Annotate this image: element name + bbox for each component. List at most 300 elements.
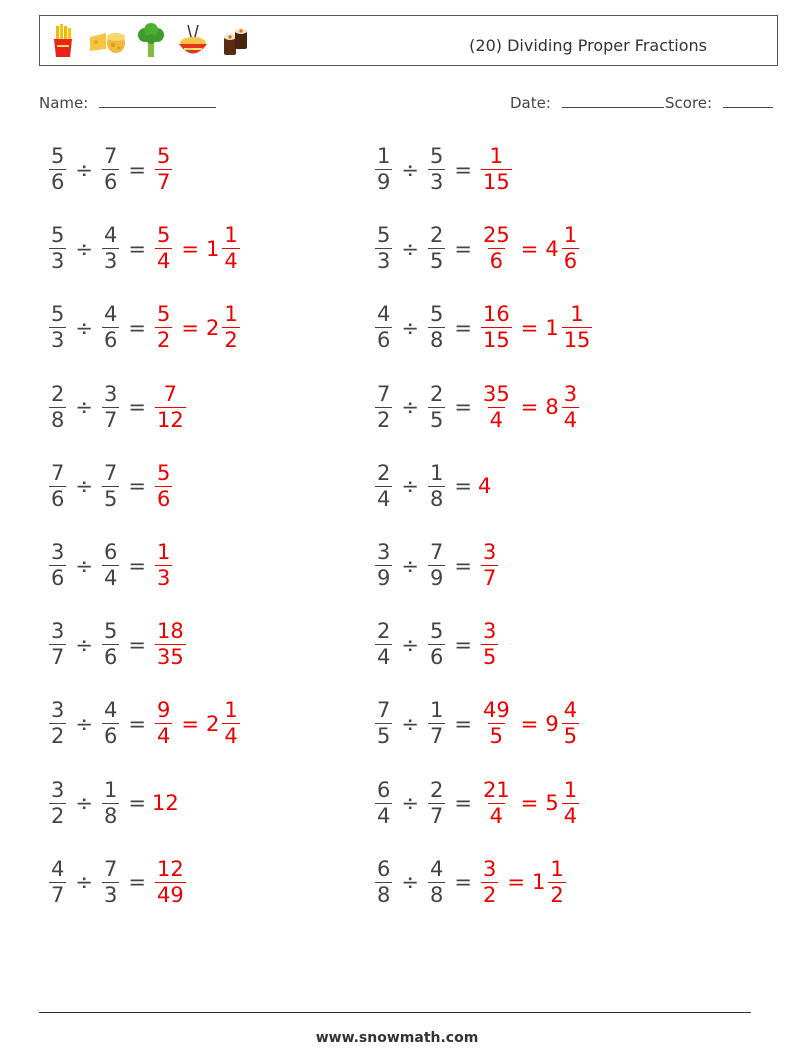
problem-item [46, 146, 175, 193]
divisor-fraction-denominator: 5 [103, 486, 118, 511]
divisor-fraction-denominator: 7 [429, 803, 444, 828]
divisor-fraction [428, 700, 445, 747]
mixed-fraction-part [562, 225, 579, 272]
answer [152, 381, 189, 432]
answer [478, 381, 582, 432]
divisor-fraction [428, 542, 445, 589]
dividend-fraction-denominator: 3 [51, 249, 65, 274]
divisor-fraction-numerator: 2 [429, 777, 444, 802]
dividend-fraction-numerator: 2 [377, 460, 391, 485]
date-field [510, 93, 664, 112]
dividend-fraction-denominator: 9 [377, 566, 391, 590]
answer-equals-sign: = [181, 315, 199, 340]
dividend-fraction [49, 777, 66, 828]
divisor-fraction-denominator: 8 [429, 328, 444, 353]
dividend-fraction [375, 146, 392, 193]
mixed-fraction-part [562, 777, 579, 828]
divisor-fraction-numerator: 1 [103, 777, 118, 802]
dividend-fraction-numerator: 3 [51, 540, 65, 564]
answer-fraction-numerator: 16 [482, 302, 510, 327]
answer-fraction-denominator: 5 [482, 645, 497, 670]
divisor-fraction [102, 777, 119, 828]
equals-sign: = [454, 474, 472, 499]
divide-sign: ÷ [75, 395, 93, 420]
noodle-bowl-icon [176, 23, 210, 59]
dividend-fraction-denominator: 6 [377, 328, 391, 353]
divisor-fraction-numerator: 5 [103, 619, 118, 644]
divide-sign: ÷ [401, 553, 419, 578]
answer-fraction-denominator: 15 [482, 170, 510, 194]
answer-fraction-numerator: 3 [482, 540, 497, 564]
divisor-fraction-denominator: 7 [429, 724, 444, 749]
dividend-fraction-numerator: 6 [377, 856, 391, 881]
divisor-fraction-numerator: 7 [429, 540, 444, 564]
mixed-fraction-part [548, 856, 565, 907]
problem-item [372, 700, 582, 747]
answer-fraction-numerator: 5 [156, 144, 171, 168]
cheese-icon [88, 23, 126, 59]
divide-sign: ÷ [401, 474, 419, 499]
divide-sign: ÷ [75, 553, 93, 578]
dividend-fraction-numerator: 3 [51, 698, 65, 723]
answer-whole-number: 12 [151, 791, 179, 816]
answer-fraction-denominator: 15 [482, 328, 510, 353]
answer [152, 460, 175, 511]
answer-fraction-denominator: 4 [489, 407, 504, 432]
answer-equals-sign: = [520, 395, 539, 420]
broccoli-icon [136, 23, 166, 59]
mixed-fraction-part [562, 700, 579, 747]
dividend-fraction-denominator: 4 [377, 803, 391, 828]
dividend-fraction-numerator: 7 [377, 698, 391, 723]
problem-item [46, 381, 189, 432]
divisor-fraction [428, 621, 445, 668]
dividend-fraction-denominator: 6 [51, 486, 65, 511]
equals-sign: = [128, 236, 146, 261]
divide-sign: ÷ [401, 632, 419, 657]
equals-sign: = [454, 236, 472, 261]
divisor-fraction [428, 777, 445, 828]
worksheet-header [39, 15, 778, 66]
dividend-fraction [49, 621, 66, 668]
dividend-fraction-denominator: 4 [377, 645, 391, 670]
mixed-whole-part: 1 [205, 236, 220, 261]
equals-sign: = [454, 157, 472, 182]
mixed-whole-part: 2 [205, 711, 220, 736]
dividend-fraction [375, 700, 392, 747]
divisor-fraction [102, 700, 119, 747]
answer-fraction-numerator: 3 [482, 856, 497, 881]
equals-sign: = [128, 632, 146, 657]
answer-fraction [155, 621, 186, 668]
divisor-fraction-denominator: 8 [103, 803, 118, 828]
answer-fraction-numerator: 3 [482, 619, 497, 644]
date-label: Date: [510, 94, 551, 112]
equals-sign: = [454, 870, 472, 895]
equals-sign: = [128, 553, 146, 578]
answer-fraction-numerator: 25 [482, 223, 510, 248]
dividend-fraction-denominator: 2 [377, 407, 391, 432]
answer-fraction [481, 146, 512, 193]
dividend-fraction-numerator: 7 [51, 460, 65, 485]
answer-fraction-numerator: 18 [156, 619, 184, 644]
dividend-fraction [49, 304, 66, 351]
answer [152, 225, 243, 272]
divide-sign: ÷ [401, 315, 419, 340]
problem-item [372, 381, 582, 432]
sushi-roll-icon [220, 23, 252, 59]
dividend-fraction-numerator: 3 [51, 777, 65, 802]
answer-fraction-numerator: 5 [156, 223, 171, 248]
answer-fraction-denominator: 12 [156, 407, 184, 432]
answer-fraction-denominator: 2 [482, 882, 497, 907]
divide-sign: ÷ [75, 315, 93, 340]
divisor-fraction [428, 856, 445, 907]
dividend-fraction-denominator: 7 [51, 645, 65, 670]
answer-fraction-numerator: 49 [482, 698, 510, 723]
answer-equals-sign: = [520, 791, 539, 816]
score-label: Score: [665, 94, 713, 112]
divisor-fraction-numerator: 4 [103, 698, 118, 723]
answer-fraction-denominator: 6 [156, 486, 171, 511]
divisor-fraction-numerator: 4 [103, 302, 118, 327]
mixed-whole-part: 4 [545, 236, 559, 261]
answer [478, 542, 501, 589]
divide-sign: ÷ [75, 870, 93, 895]
problem-item [372, 146, 515, 193]
answer [152, 304, 243, 351]
dividend-fraction-numerator: 5 [51, 223, 65, 248]
mixed-denominator: 5 [563, 724, 578, 749]
dividend-fraction-numerator: 2 [377, 619, 391, 644]
answer-equals-sign: = [520, 711, 539, 736]
equals-sign: = [454, 791, 472, 816]
dividend-fraction-denominator: 6 [51, 566, 65, 590]
answer-fraction-numerator: 1 [489, 144, 504, 168]
mixed-denominator: 4 [224, 249, 238, 274]
divisor-fraction [102, 304, 119, 351]
mixed-whole-part: 8 [545, 395, 559, 420]
dividend-fraction-denominator: 3 [377, 249, 391, 274]
mixed-fraction-part [222, 225, 239, 272]
divisor-fraction-numerator: 2 [429, 381, 444, 406]
dividend-fraction-numerator: 5 [51, 302, 65, 327]
dividend-fraction [49, 225, 66, 272]
answer-fraction [155, 856, 186, 907]
dividend-fraction-denominator: 3 [51, 328, 65, 353]
divide-sign: ÷ [401, 236, 419, 261]
answer-fraction-denominator: 2 [156, 328, 171, 353]
mixed-whole-part: 9 [545, 711, 559, 736]
answer-fraction-numerator: 5 [156, 460, 171, 485]
divisor-fraction [428, 146, 445, 193]
problem-item [46, 621, 189, 668]
equals-sign: = [454, 395, 472, 420]
answer-fraction-denominator: 3 [156, 566, 171, 590]
divisor-fraction-denominator: 6 [103, 170, 118, 194]
divisor-fraction [428, 225, 445, 272]
answer [478, 856, 569, 907]
divide-sign: ÷ [75, 157, 93, 182]
mixed-denominator: 15 [563, 328, 591, 353]
answer-fraction [481, 856, 498, 907]
answer-fraction-numerator: 35 [482, 381, 510, 406]
worksheet-title: (20) Dividing Proper Fractions [469, 36, 707, 55]
footer-site: www.snowmath.com [315, 1030, 479, 1046]
divisor-fraction-denominator: 3 [429, 170, 444, 194]
answer-fraction [481, 225, 512, 272]
answer-fraction-numerator: 12 [156, 856, 184, 881]
mixed-numerator: 4 [563, 698, 578, 723]
answer-fraction [481, 777, 512, 828]
equals-sign: = [454, 315, 472, 340]
mixed-numerator: 1 [224, 223, 238, 248]
divisor-fraction-numerator: 5 [429, 302, 444, 327]
divisor-fraction [102, 225, 119, 272]
answer-fraction-numerator: 7 [163, 381, 178, 406]
score-field [665, 93, 773, 112]
equals-sign: = [454, 553, 472, 578]
dividend-fraction [49, 146, 66, 193]
divisor-fraction-denominator: 3 [103, 882, 118, 907]
mixed-numerator: 1 [224, 302, 238, 327]
equals-sign: = [454, 632, 472, 657]
mixed-fraction-part [222, 700, 239, 747]
mixed-numerator: 3 [563, 381, 578, 406]
equals-sign: = [128, 157, 146, 182]
dividend-fraction-numerator: 6 [377, 777, 391, 802]
problem-item [46, 460, 175, 511]
mixed-numerator: 1 [563, 223, 578, 248]
answer [152, 542, 175, 589]
header-icons [48, 21, 252, 61]
divisor-fraction-denominator: 9 [429, 566, 444, 590]
fries-icon [48, 23, 78, 59]
answer-equals-sign: = [520, 315, 539, 340]
divisor-fraction [102, 542, 119, 589]
answer [152, 146, 175, 193]
dividend-fraction-denominator: 6 [51, 170, 65, 194]
answer-fraction [481, 542, 498, 589]
dividend-fraction [49, 460, 66, 511]
dividend-fraction [49, 381, 66, 432]
problem-item [372, 304, 595, 351]
answer-fraction [481, 381, 512, 432]
divide-sign: ÷ [401, 157, 419, 182]
problem-item [372, 460, 492, 511]
dividend-fraction [375, 225, 392, 272]
answer-fraction-numerator: 5 [156, 302, 171, 327]
equals-sign: = [454, 711, 472, 736]
problem-item [372, 856, 569, 907]
dividend-fraction [375, 777, 392, 828]
problem-item [372, 542, 501, 589]
answer-fraction-numerator: 21 [482, 777, 510, 802]
answer-fraction [155, 146, 172, 193]
answer-equals-sign: = [181, 236, 199, 261]
divisor-fraction-numerator: 1 [429, 460, 444, 485]
divisor-fraction-numerator: 1 [429, 698, 444, 723]
equals-sign: = [128, 395, 146, 420]
answer-equals-sign: = [507, 870, 525, 895]
problem-item [372, 777, 582, 828]
mixed-whole-part: 2 [205, 315, 220, 340]
divide-sign: ÷ [75, 632, 93, 657]
mixed-fraction-part [222, 304, 239, 351]
divisor-fraction-numerator: 6 [103, 540, 118, 564]
mixed-denominator: 4 [224, 724, 238, 749]
problem-item [372, 621, 501, 668]
divisor-fraction [102, 621, 119, 668]
equals-sign: = [128, 711, 146, 736]
divisor-fraction-numerator: 7 [103, 460, 118, 485]
divide-sign: ÷ [401, 791, 419, 816]
problem-item [46, 542, 175, 589]
divisor-fraction-denominator: 3 [103, 249, 118, 274]
mixed-denominator: 2 [224, 328, 238, 353]
dividend-fraction [49, 856, 66, 907]
dividend-fraction [375, 856, 392, 907]
problem-item [46, 856, 189, 907]
answer-fraction-denominator: 49 [156, 882, 184, 907]
problem-item [46, 700, 243, 747]
mixed-fraction-part [562, 304, 593, 351]
name-label: Name: [39, 94, 89, 112]
answer-fraction [481, 621, 498, 668]
dividend-fraction [375, 542, 392, 589]
answer-fraction-denominator: 4 [156, 724, 171, 749]
dividend-fraction [375, 381, 392, 432]
answer-fraction-numerator: 9 [156, 698, 171, 723]
answer-fraction-denominator: 7 [482, 566, 497, 590]
answer-fraction [155, 542, 172, 589]
equals-sign: = [128, 870, 146, 895]
dividend-fraction-numerator: 5 [51, 144, 65, 168]
divisor-fraction-numerator: 5 [429, 619, 444, 644]
answer-fraction [481, 304, 512, 351]
divisor-fraction-denominator: 4 [103, 566, 118, 590]
answer [478, 474, 491, 498]
divisor-fraction-denominator: 5 [429, 407, 444, 432]
divide-sign: ÷ [75, 711, 93, 736]
answer-fraction-denominator: 7 [156, 170, 171, 194]
dividend-fraction [375, 304, 392, 351]
answer [478, 777, 582, 828]
equals-sign: = [128, 791, 146, 816]
divisor-fraction [428, 460, 445, 511]
answer [478, 700, 582, 747]
divisor-fraction-denominator: 8 [429, 882, 444, 907]
score-blank [723, 93, 773, 108]
dividend-fraction-denominator: 8 [51, 407, 65, 432]
footer-divider [39, 1012, 751, 1013]
answer [478, 146, 515, 193]
dividend-fraction-numerator: 3 [377, 540, 391, 564]
divisor-fraction-denominator: 6 [103, 645, 118, 670]
divisor-fraction-denominator: 7 [103, 407, 118, 432]
answer [152, 700, 243, 747]
dividend-fraction-numerator: 2 [51, 381, 65, 406]
answer [152, 621, 189, 668]
answer [478, 225, 582, 272]
dividend-fraction-denominator: 2 [51, 724, 65, 749]
problem-item [46, 777, 179, 828]
divide-sign: ÷ [401, 395, 419, 420]
dividend-fraction-denominator: 5 [377, 724, 391, 749]
equals-sign: = [128, 315, 146, 340]
answer-equals-sign: = [520, 236, 539, 261]
divisor-fraction [428, 304, 445, 351]
dividend-fraction-numerator: 5 [377, 223, 391, 248]
divisor-fraction-numerator: 7 [103, 144, 118, 168]
answer [152, 856, 189, 907]
dividend-fraction-denominator: 7 [51, 882, 65, 907]
divisor-fraction-numerator: 3 [103, 381, 118, 406]
divisor-fraction-numerator: 7 [103, 856, 118, 881]
answer-fraction [155, 381, 186, 432]
problem-item [46, 225, 243, 272]
answer-fraction-denominator: 4 [156, 249, 171, 274]
divide-sign: ÷ [75, 236, 93, 261]
answer-whole-number: 4 [477, 474, 492, 499]
answer-equals-sign: = [181, 711, 199, 736]
divisor-fraction [102, 460, 119, 511]
mixed-numerator: 1 [550, 856, 564, 881]
dividend-fraction [49, 542, 66, 589]
divisor-fraction [102, 856, 119, 907]
answer-fraction-denominator: 6 [489, 249, 504, 274]
divide-sign: ÷ [75, 791, 93, 816]
name-blank [99, 93, 216, 108]
mixed-whole-part: 1 [545, 315, 559, 340]
mixed-denominator: 2 [550, 882, 564, 907]
mixed-denominator: 4 [563, 407, 578, 432]
dividend-fraction [375, 621, 392, 668]
dividend-fraction [49, 700, 66, 747]
dividend-fraction-denominator: 9 [377, 170, 391, 194]
divide-sign: ÷ [401, 870, 419, 895]
dividend-fraction-denominator: 2 [51, 803, 65, 828]
divisor-fraction [102, 381, 119, 432]
dividend-fraction-denominator: 4 [377, 486, 391, 511]
mixed-denominator: 6 [563, 249, 578, 274]
divisor-fraction-numerator: 2 [429, 223, 444, 248]
problem-item [46, 304, 243, 351]
divisor-fraction [102, 146, 119, 193]
divide-sign: ÷ [401, 711, 419, 736]
mixed-numerator: 1 [570, 302, 584, 327]
dividend-fraction-numerator: 4 [51, 856, 65, 881]
divide-sign: ÷ [75, 474, 93, 499]
answer-fraction [155, 225, 172, 272]
equals-sign: = [128, 474, 146, 499]
divisor-fraction [428, 381, 445, 432]
mixed-fraction-part [562, 381, 579, 432]
divisor-fraction-denominator: 8 [429, 486, 444, 511]
divisor-fraction-denominator: 5 [429, 249, 444, 274]
mixed-numerator: 1 [224, 698, 238, 723]
divisor-fraction-denominator: 6 [103, 328, 118, 353]
divisor-fraction-denominator: 6 [429, 645, 444, 670]
answer-fraction [155, 304, 172, 351]
answer-fraction [155, 700, 172, 747]
mixed-whole-part: 1 [531, 870, 546, 895]
answer-fraction [155, 460, 172, 511]
answer [478, 621, 501, 668]
name-field [39, 93, 216, 112]
answer [152, 791, 179, 815]
divisor-fraction-denominator: 6 [103, 724, 118, 749]
